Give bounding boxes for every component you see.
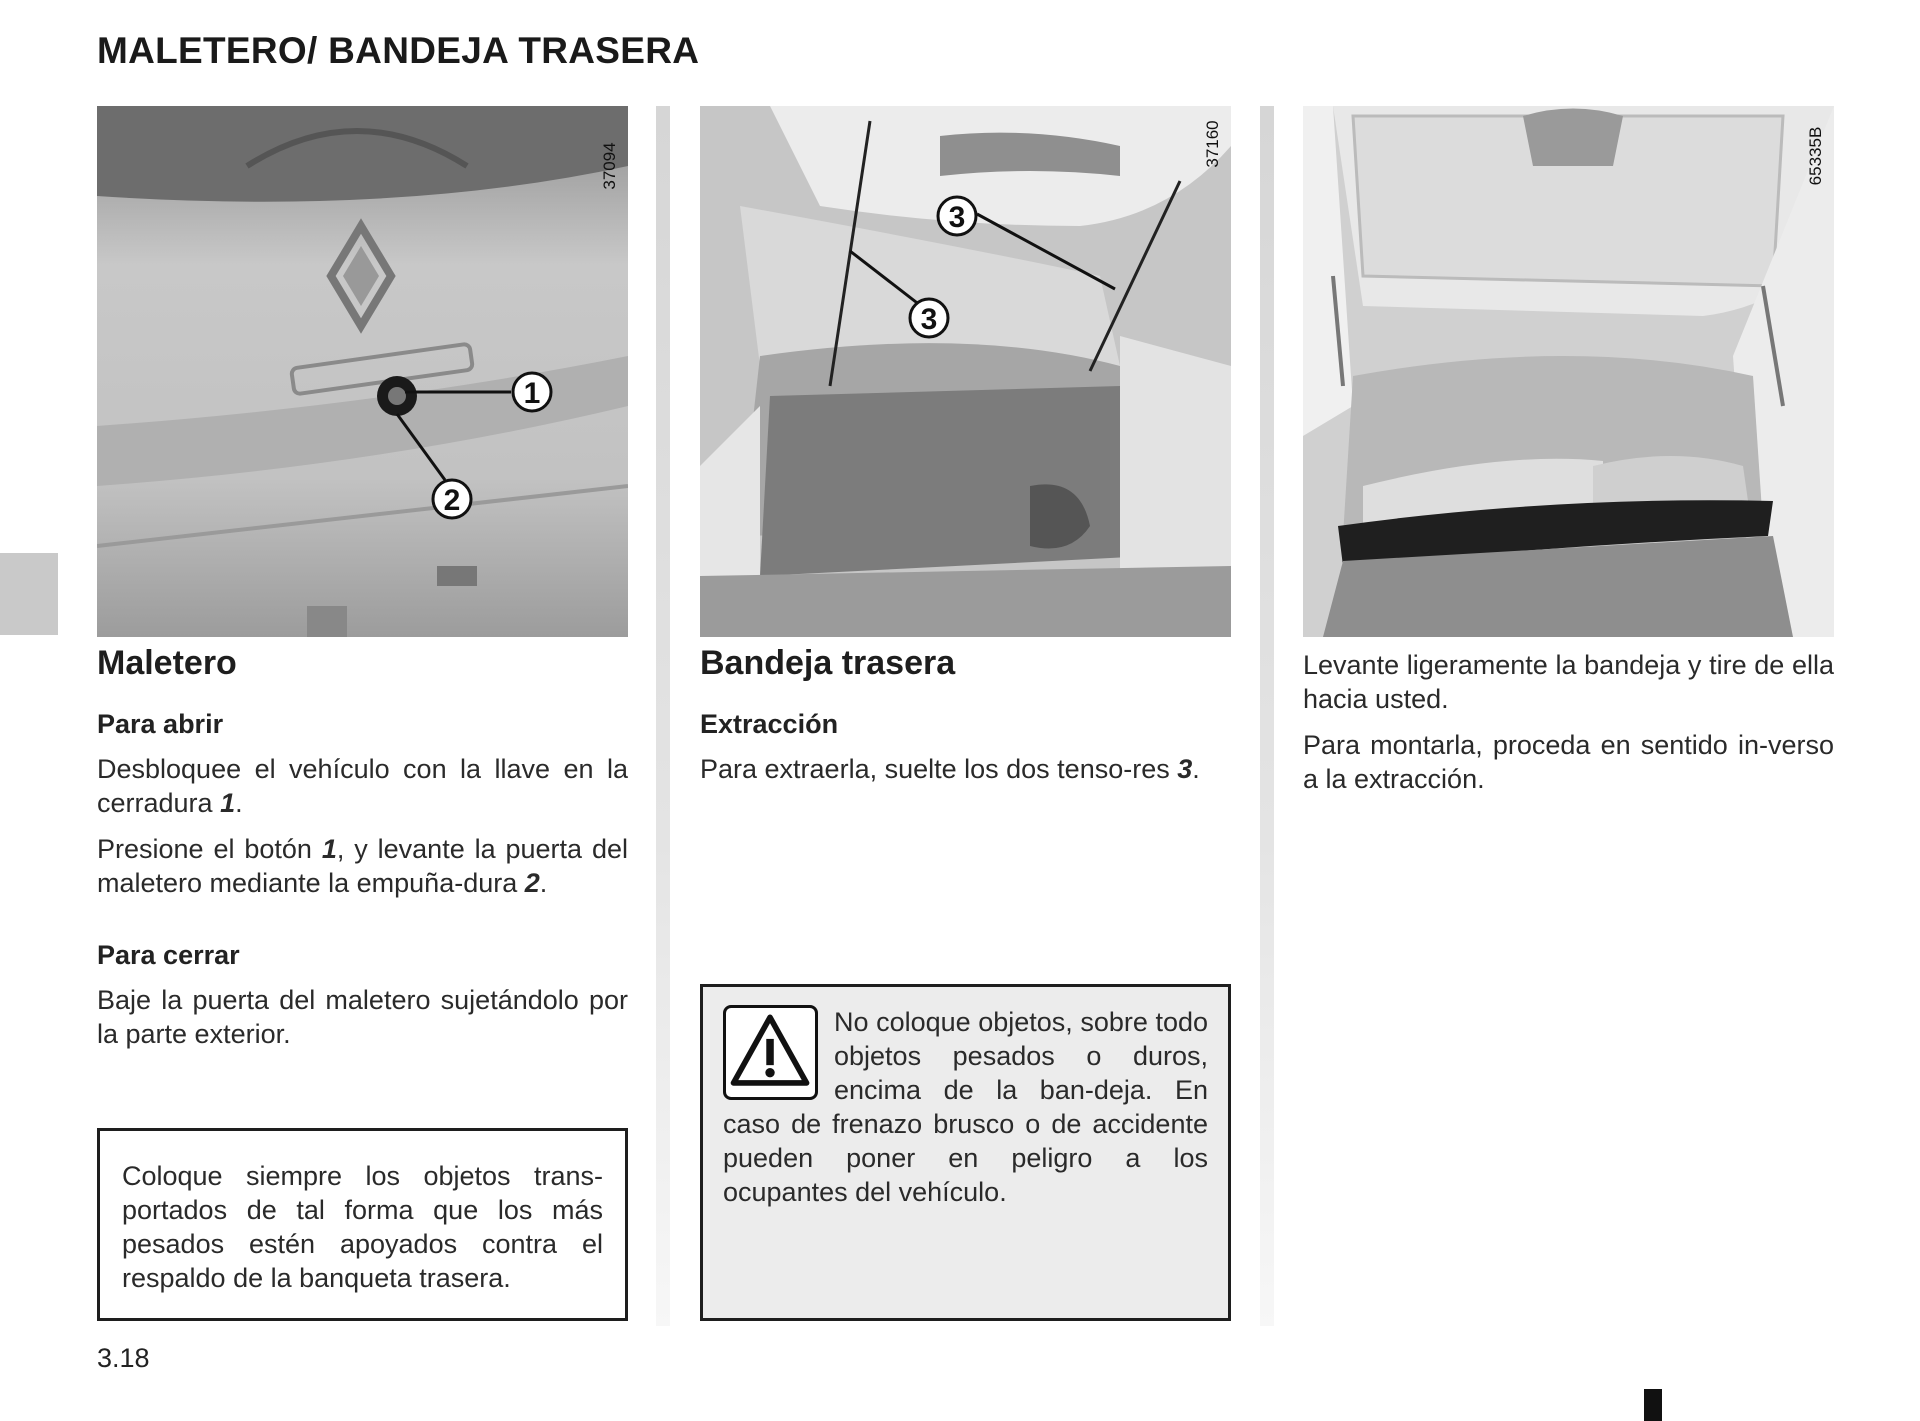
paragraph-extraccion: Para extraerla, suelte los dos tenso-res 3. <box>700 754 1200 784</box>
paragraph-abrir-2: Presione el botón 1, y levante la puerta del maletero mediante la empuña-dura 2. <box>97 834 628 898</box>
callout-marker <box>513 373 551 411</box>
maletero-section <box>97 640 628 1063</box>
figure-code: 37160 <box>1203 120 1222 168</box>
callout-2: 2 <box>443 484 461 517</box>
trunk-lock-photo <box>97 106 628 637</box>
open-trunk-photo <box>700 106 1231 637</box>
figure-code: 65335B <box>1806 126 1825 186</box>
subheading-para-abrir: Para abrir <box>97 709 224 739</box>
section-title-bandeja: Bandeja trasera <box>700 644 956 682</box>
warning-triangle-icon <box>723 1005 818 1100</box>
figure-code: 37094 <box>600 142 619 190</box>
page-title: MALETERO/ BANDEJA TRASERA <box>97 30 700 71</box>
paragraph-remove-shelf: Levante ligeramente la bandeja y tire de ella hacia usted. <box>1303 650 1834 714</box>
loading-note-box: Coloque siempre los objetos trans-portados de tal forma que los más pesados estén apoyados contra el respaldo de la banqueta trasera. <box>97 1128 628 1321</box>
warning-box <box>700 984 1231 1321</box>
paragraph-abrir-1: Desbloquee el vehículo con la llave en la cerradura 1. <box>97 754 628 818</box>
bandeja-section <box>700 640 1231 798</box>
callout-3: 3 <box>948 201 966 234</box>
subheading-extraccion: Extracción <box>700 709 839 739</box>
paragraph-cerrar: Baje la puerta del maletero sujetándolo por la parte exterior. <box>97 985 628 1049</box>
installation-section <box>1303 648 1834 808</box>
callout-marker <box>910 299 948 337</box>
callout-1: 1 <box>523 377 541 410</box>
callout-marker <box>938 197 976 235</box>
parcel-shelf-photo <box>1303 106 1834 637</box>
end-marker <box>1644 1389 1662 1421</box>
section-title-maletero: Maletero <box>97 644 237 682</box>
column-divider <box>1260 106 1274 1326</box>
callout-marker <box>433 480 471 518</box>
subheading-para-cerrar: Para cerrar <box>97 940 240 970</box>
warning-text: No coloque objetos, sobre todo objetos pesados o duros, encima de la ban-deja. En caso de frenazo brusco o de accidente pueden poner en peligro a los ocupantes del vehículo. <box>723 1007 1208 1207</box>
column-divider <box>656 106 670 1326</box>
chapter-tab <box>0 553 58 635</box>
page-number: 3.18 <box>97 1343 150 1373</box>
callout-3: 3 <box>920 303 938 336</box>
paragraph-install-shelf: Para montarla, proceda en sentido in-verso a la extracción. <box>1303 730 1834 794</box>
